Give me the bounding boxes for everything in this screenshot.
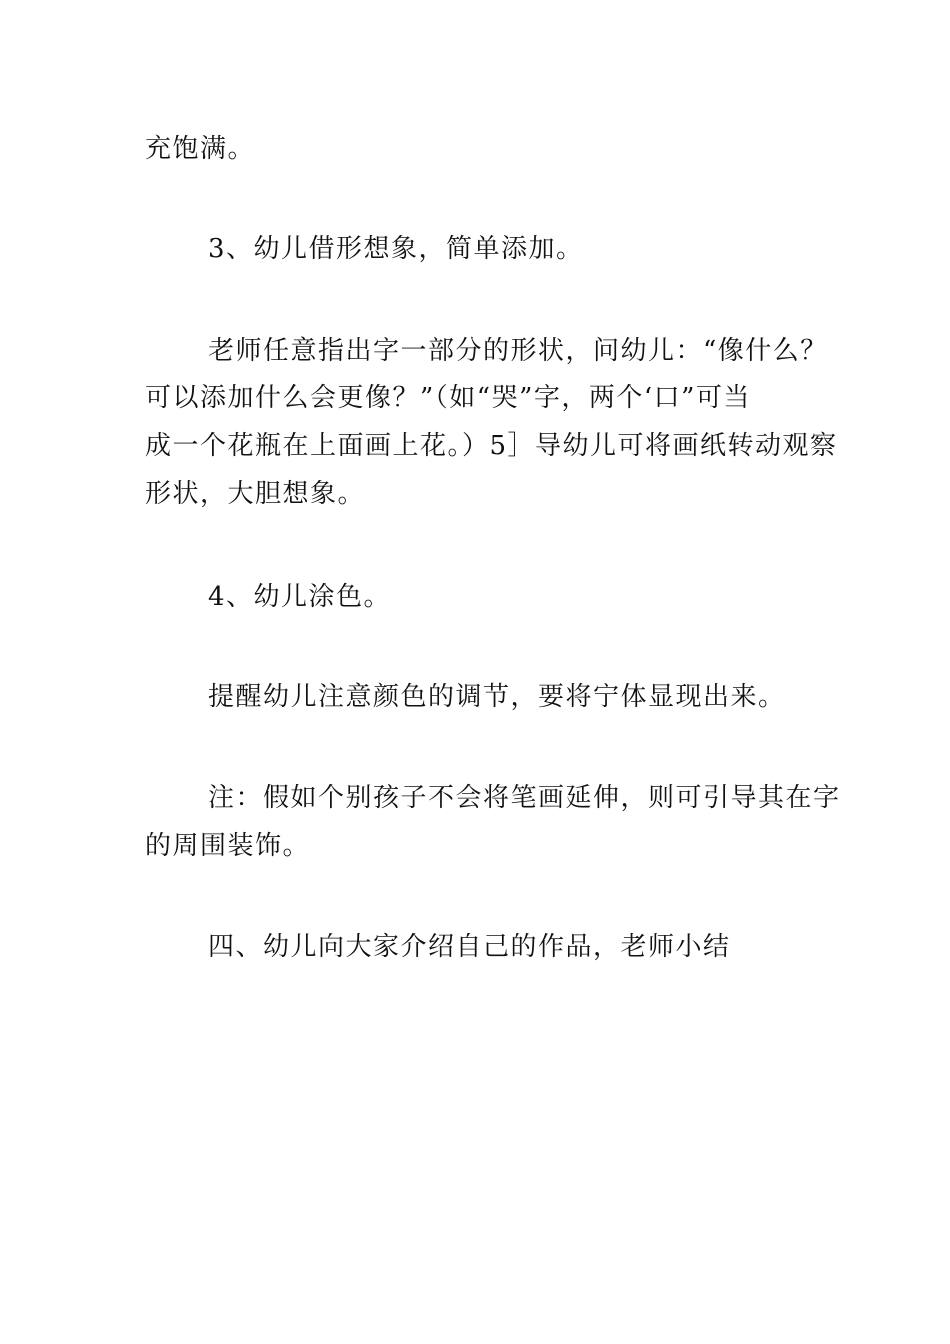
paragraph-4-line-1: 4、幼儿涂色。 bbox=[208, 582, 392, 612]
paragraph-3-line-4: 形状，大胆想象。 bbox=[145, 479, 366, 509]
paragraph-1-line-1: 充饱满。 bbox=[145, 134, 256, 164]
paragraph-6-line-2: 的周围装饰。 bbox=[145, 831, 311, 861]
paragraph-7-line-1: 四、幼儿向大家介绍自己的作品，老师小结 bbox=[208, 932, 731, 962]
paragraph-5-line-1: 提醒幼儿注意颜色的调节，要将宁体显现出来。 bbox=[208, 682, 786, 712]
paragraph-3-line-1: 老师任意指出字一部分的形状，问幼儿：“像什么？ bbox=[208, 336, 828, 366]
paragraph-3-line-3: 成一个花瓶在上面画上花。）5］导幼儿可将画纸转动观察 bbox=[145, 431, 838, 461]
paragraph-6-line-1: 注：假如个别孩子不会将笔画延伸，则可引导其在字 bbox=[208, 783, 841, 813]
paragraph-3-line-2: 可以添加什么会更像？”（如“哭”字，两个‘口”可当 bbox=[145, 383, 751, 413]
paragraph-2-line-1: 3、幼儿借形想象，简单添加。 bbox=[208, 234, 584, 264]
